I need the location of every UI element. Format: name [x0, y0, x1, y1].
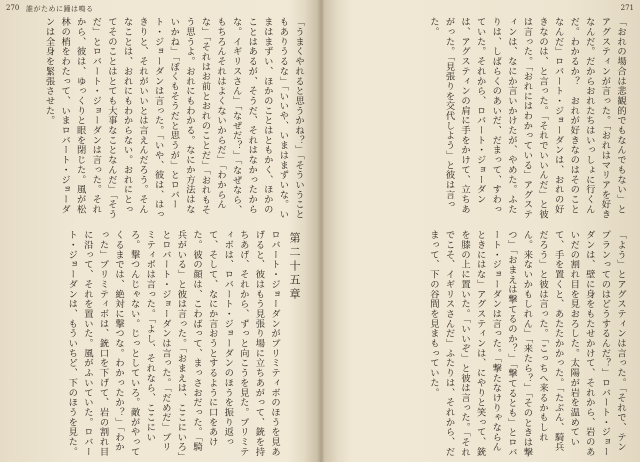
left-lower-paragraph: ロバート・ジョーダンがプリミティボのほうを見あげると、彼はもう見張り場に立ちあがって、銃を持ちあげ、それから、ずっと向こうを見た。プリミティボは、ロバート・ジョーダンのほうを振り返って、そして、なにか言おうとするように口をあけた。彼の顔は、こわばって、まっさおだった。「騎兵がいる」と彼は言った。「おまえは、ここにいろ」とロバート・ジョーダンは言った。「だめだ」プリミティボは言った。「よし、それなら、ここにいろ。撃つんじゃない。じっとしていろ。敵がやってくるまでは、絶対に撃つな。わかったか？」「わかった」プリミティボは、銃口を下げて、岩の割れ目に沿って、それを置いた。風がふいていた。ロバート・ジョーダンは、もういちど、下のほうを見た。: [66, 230, 280, 458]
right-upper-paragraph: 「おれの場合は悲観的でもなんでもない」とアグスティンが言った。「おれはマリアを好きなんだ。だからおれたちはいっしょに行くんだ。わかるか？ おれが好きなのはそのことなんだ」ロバート・ジョーダンは、おれの好きなのは、と言った。「それでいいんだ」と彼は言った。「おれにはわかっている」アグスティンは、なにか言いかけたが、やめた。ふたりは、しばらくのあいだ、だまって、すわっていた。それから、ロバート・ジョーダンは、アグスティンの肩に手をかけて、立ちあがった。「見張りを交代しよう」と彼は言った。: [427, 17, 626, 220]
right-folio: 271: [620, 4, 634, 12]
right-page-lower-text: [332, 230, 628, 458]
book-gutter: [304, 0, 338, 462]
right-lower-paragraph: 「よう」とアグスティンは言った。「それで、テンプランってのはどうするんだ？」ロバート・ジョーダンは、壁に身をもたせかけて、それから、岩のあいだの割れ目を見おろした。太陽が岩を温めていて、手を置くと、あたたかかった。「たぶん、騎兵だろう」と彼は言った。「こっちへ来るかもしれん。来ないかもしれん」「来たら？」「そのときは撃つ」「おまえは撃てるのか？」「撃てるとも」とロバート・ジョーダンは言った。「撃たなけりゃならんときにはな」アグスティンは、にやりと笑って、銃を膝の上に置いた。「いいぞ」と彼は言った。「それでこそ、イギリスさんだ」ふたりは、それから、だまって、下の谷間を見まもっていた。: [427, 230, 626, 458]
left-page: [0, 0, 318, 462]
running-head: 誰がために鐘は鳴る: [26, 5, 94, 13]
left-page-upper-text: [14, 17, 306, 222]
right-page-upper-text: [332, 17, 628, 222]
right-page: [322, 0, 640, 462]
left-page-lower-text: [14, 230, 282, 458]
left-folio: 270: [6, 4, 20, 12]
left-upper-paragraph: 「うまくやれると思うかね？」「そういうこともありうるな」「いいや、いまはまずいな。いまはまずい、ほかのことはともかく、ほかのことはあるが、そうだ、それはなかったからな。イギリスさん」「なぜだ？」「なぜなら、もちろんそれはよくないからだ」「わからんな」「それはお前とおれのことだ」「おれもそう思うよ。おれにもわかる。なにか方法はないかね」「ぼくもそうだと思うが」とロバート・ジョーダンは言った。「いや、彼は、はっきりと、それがいいとは言えんだろう。そんなことは、おれにもわからない。おれにとってそのことはとても大事なことなんだ」「そうだ」とロバート・ジョーダンは言った。それから、彼は、ゆっくりと眼を閉じた。風が松林の梢をわたって、いまロバート・ジョーダンは全身を緊張させた。: [43, 17, 304, 220]
chapter-title: 第二十五章: [288, 232, 301, 302]
